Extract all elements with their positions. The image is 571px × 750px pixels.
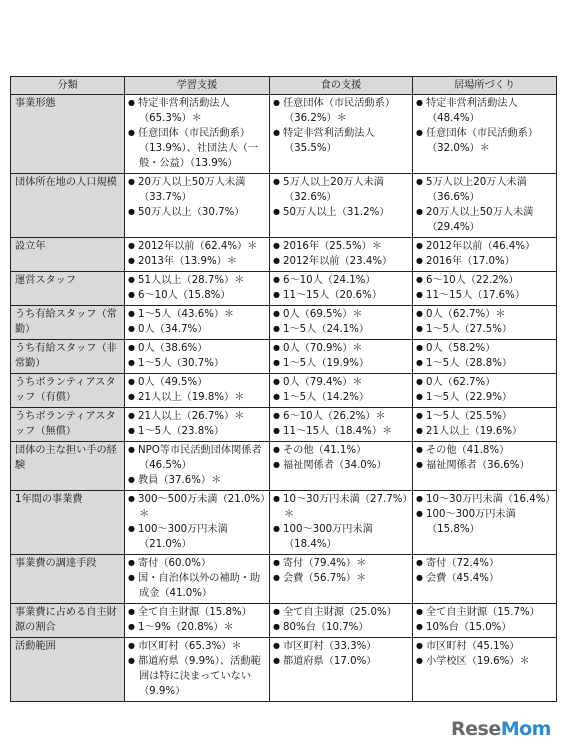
table-cell — [125, 442, 270, 491]
header-category: 分類 — [11, 77, 125, 95]
table-cell — [413, 238, 557, 272]
list-item: ● 10%台（15.0%） — [416, 620, 553, 635]
list-item: ● 1～5人（24.1%） — [273, 322, 409, 337]
list-item: ● 任意団体（市民活動系）（13.9%）、社団法人（一般・公益）（13.9%） — [128, 126, 266, 171]
table-cell — [125, 174, 270, 238]
cell-item-list — [273, 375, 409, 405]
list-item: ● 100～300万円未満（21.0%） — [128, 522, 266, 552]
list-item: ● 2016年（25.5%）＊ — [273, 239, 409, 254]
cell-item-list — [416, 443, 553, 473]
list-item: ● 6～10人（26.2%）＊ — [273, 409, 409, 424]
cell-item-list — [416, 605, 553, 635]
list-item: ● 10～30万円未満（16.4%） — [416, 492, 553, 507]
cell-item-list — [128, 307, 266, 337]
list-item: ● 市区町村（45.1%） — [416, 639, 553, 654]
cell-item-list — [273, 409, 409, 439]
table-cell — [270, 174, 413, 238]
list-item: ● 寄付（60.0%） — [128, 556, 266, 571]
row-label: 運営スタッフ — [11, 272, 125, 306]
list-item: ● 福祉関係者（36.6%） — [416, 458, 553, 473]
list-item: ● 6～10人（15.8%） — [128, 288, 266, 303]
cell-item-list — [416, 175, 553, 235]
cell-item-list — [128, 409, 266, 439]
table-cell — [125, 555, 270, 604]
logo-text-accent: Mom — [500, 718, 551, 740]
list-item: ● 寄付（72.4%） — [416, 556, 553, 571]
list-item: ● 0人（62.7%）＊ — [416, 307, 553, 322]
table-row — [11, 374, 557, 408]
table-cell — [270, 442, 413, 491]
cell-item-list — [416, 239, 553, 269]
table-cell — [270, 238, 413, 272]
list-item: ● 任意団体（市民活動系）（36.2%）＊ — [273, 96, 409, 126]
list-item: ● 都道府県（17.0%） — [273, 654, 409, 669]
list-item: ● 1～5人（22.9%） — [416, 390, 553, 405]
list-item: ● 51人以上（28.7%）＊ — [128, 273, 266, 288]
list-item: ● 11～15人（17.6%） — [416, 288, 553, 303]
cell-item-list — [273, 341, 409, 371]
cell-item-list — [416, 96, 553, 156]
list-item: ● 市区町村（65.3%）＊ — [128, 639, 266, 654]
cell-item-list — [273, 96, 409, 156]
table-cell — [125, 408, 270, 442]
table-row — [11, 604, 557, 638]
list-item: ● 0人（58.2%） — [416, 341, 553, 356]
table-row — [11, 638, 557, 702]
cell-item-list — [273, 492, 409, 552]
cell-item-list — [273, 273, 409, 303]
list-item: ● 11～15人（18.4%）＊ — [273, 424, 409, 439]
cell-item-list — [416, 556, 553, 586]
table-cell — [413, 174, 557, 238]
table-row — [11, 491, 557, 555]
cell-item-list — [416, 639, 553, 669]
list-item: ● 100～300万円未満（15.8%） — [416, 507, 553, 537]
table-cell — [413, 638, 557, 702]
table-cell — [270, 306, 413, 340]
list-item: ● 11～15人（20.6%） — [273, 288, 409, 303]
table-row — [11, 272, 557, 306]
list-item: ● 0人（69.5%）＊ — [273, 307, 409, 322]
table-cell — [125, 491, 270, 555]
table-row — [11, 174, 557, 238]
cell-item-list — [273, 307, 409, 337]
table-cell — [125, 604, 270, 638]
header-food-support: 食の支援 — [270, 77, 413, 95]
list-item: ● 100～300万円未満（18.4%） — [273, 522, 409, 552]
table-cell — [125, 272, 270, 306]
table-cell — [413, 491, 557, 555]
list-item: ● 1～5人（28.8%） — [416, 356, 553, 371]
list-item: ● 国・自治体以外の補助・助成金（41.0%） — [128, 571, 266, 601]
table-cell — [125, 95, 270, 174]
row-label: うち有給スタッフ（非常勤） — [11, 340, 125, 374]
table-row — [11, 238, 557, 272]
cell-item-list — [273, 556, 409, 586]
table-cell — [413, 555, 557, 604]
list-item: ● 小学校区（19.6%）＊ — [416, 654, 553, 669]
cell-item-list — [273, 639, 409, 669]
comparison-table — [10, 76, 557, 702]
cell-item-list — [128, 492, 266, 552]
table-row — [11, 95, 557, 174]
row-label: うち有給スタッフ（常勤） — [11, 306, 125, 340]
list-item: ● 2013年（13.9%）＊ — [128, 254, 266, 269]
list-item: ● 10～30万円未満（27.7%）＊ — [273, 492, 409, 522]
list-item: ● 都道府県（9.9%）、活動範囲は特に決まっていない（9.9%） — [128, 654, 266, 699]
list-item: ● 21人以上（19.8%）＊ — [128, 390, 266, 405]
list-item: ● 1～5人（23.8%） — [128, 424, 266, 439]
table-cell — [413, 272, 557, 306]
list-item: ● 1～5人（14.2%） — [273, 390, 409, 405]
list-item: ● 80%台（10.7%） — [273, 620, 409, 635]
table-cell — [270, 374, 413, 408]
list-item: ● 全て自主財源（15.7%） — [416, 605, 553, 620]
cell-item-list — [416, 409, 553, 439]
list-item: ● 全て自主財源（15.8%） — [128, 605, 266, 620]
cell-item-list — [128, 175, 266, 220]
row-label: うちボランティアスタッフ（有償） — [11, 374, 125, 408]
list-item: ● 2012年以前（23.4%） — [273, 254, 409, 269]
cell-item-list — [128, 556, 266, 601]
list-item: ● 会費（56.7%）＊ — [273, 571, 409, 586]
header-learning-support: 学習支援 — [125, 77, 270, 95]
list-item: ● 寄付（79.4%）＊ — [273, 556, 409, 571]
table-cell — [270, 604, 413, 638]
list-item: ● 0人（62.7%） — [416, 375, 553, 390]
list-item: ● 全て自主財源（25.0%） — [273, 605, 409, 620]
list-item: ● 20万人以上50万人未満（29.4%） — [416, 205, 553, 235]
table-body — [11, 95, 557, 702]
cell-item-list — [128, 375, 266, 405]
list-item: ● 21人以上（26.7%）＊ — [128, 409, 266, 424]
table-cell — [413, 604, 557, 638]
table-cell — [270, 408, 413, 442]
cell-item-list — [128, 443, 266, 488]
cell-item-list — [416, 273, 553, 303]
row-label: 事業費に占める自主財源の割合 — [11, 604, 125, 638]
list-item: ● 教員（37.6%）＊ — [128, 473, 266, 488]
list-item: ● 1～5人（30.7%） — [128, 356, 266, 371]
logo-text-main: Rese — [451, 718, 501, 740]
table-cell — [125, 374, 270, 408]
resemom-logo — [451, 716, 563, 742]
cell-item-list — [128, 341, 266, 371]
table-cell — [270, 491, 413, 555]
list-item: ● その他（41.1%） — [273, 443, 409, 458]
list-item: ● 特定非営利活動法人（65.3%）＊ — [128, 96, 266, 126]
cell-item-list — [273, 239, 409, 269]
list-item: ● 0人（79.4%）＊ — [273, 375, 409, 390]
table-cell — [413, 340, 557, 374]
row-label: 設立年 — [11, 238, 125, 272]
cell-item-list — [128, 639, 266, 699]
cell-item-list — [416, 375, 553, 405]
cell-item-list — [128, 605, 266, 635]
table-row — [11, 306, 557, 340]
table-row — [11, 442, 557, 491]
table-cell — [125, 306, 270, 340]
list-item: ● 21人以上（19.6%） — [416, 424, 553, 439]
table-row — [11, 340, 557, 374]
table-cell — [413, 306, 557, 340]
list-item: ● 5万人以上20万人未満（32.6%） — [273, 175, 409, 205]
list-item: ● 会費（45.4%） — [416, 571, 553, 586]
table-cell — [270, 638, 413, 702]
cell-item-list — [128, 96, 266, 171]
table-cell — [270, 340, 413, 374]
list-item: ● 0人（38.6%） — [128, 341, 266, 356]
cell-item-list — [273, 175, 409, 220]
table-row — [11, 555, 557, 604]
header-row — [11, 77, 557, 95]
list-item: ● 1～5人（25.5%） — [416, 409, 553, 424]
list-item: ● 市区町村（33.3%） — [273, 639, 409, 654]
table-cell — [270, 95, 413, 174]
cell-item-list — [416, 492, 556, 537]
list-item: ● 1～5人（43.6%）＊ — [128, 307, 266, 322]
list-item: ● 20万人以上50万人未満（33.7%） — [128, 175, 266, 205]
list-item: ● 6～10人（24.1%） — [273, 273, 409, 288]
list-item: ● 2016年（17.0%） — [416, 254, 553, 269]
list-item: ● 1～5人（27.5%） — [416, 322, 553, 337]
list-item: ● 5万人以上20万人未満（36.6%） — [416, 175, 553, 205]
list-item: ● 1～9%（20.8%）＊ — [128, 620, 266, 635]
list-item: ● 任意団体（市民活動系）（32.0%）＊ — [416, 126, 553, 156]
list-item: ● 1～5人（19.9%） — [273, 356, 409, 371]
cell-item-list — [128, 273, 266, 303]
table-cell — [125, 340, 270, 374]
list-item: ● 特定非営利活動法人（35.5%） — [273, 126, 409, 156]
list-item: ● NPO等市民活動団体関係者（46.5%） — [128, 443, 266, 473]
table-cell — [270, 272, 413, 306]
list-item: ● 福祉関係者（34.0%） — [273, 458, 409, 473]
row-label: 団体の主な担い手の経験 — [11, 442, 125, 491]
table-cell — [413, 408, 557, 442]
table-cell — [125, 638, 270, 702]
cell-item-list — [128, 239, 266, 269]
table-cell — [413, 442, 557, 491]
list-item: ● 0人（70.9%）＊ — [273, 341, 409, 356]
row-label: 事業費の調達手段 — [11, 555, 125, 604]
row-label: うちボランティアスタッフ（無償） — [11, 408, 125, 442]
list-item: ● 50万人以上（31.2%） — [273, 205, 409, 220]
table-cell — [413, 374, 557, 408]
list-item: ● 0人（34.7%） — [128, 322, 266, 337]
list-item: ● 6～10人（22.2%） — [416, 273, 553, 288]
table-row — [11, 408, 557, 442]
table-cell — [125, 238, 270, 272]
cell-item-list — [416, 307, 553, 337]
list-item: ● その他（41.8%） — [416, 443, 553, 458]
row-label: 1年間の事業費 — [11, 491, 125, 555]
list-item: ● 特定非営利活動法人（48.4%） — [416, 96, 553, 126]
cell-item-list — [273, 443, 409, 473]
list-item: ● 300～500万未満（21.0%）＊ — [128, 492, 266, 522]
list-item: ● 50万人以上（30.7%） — [128, 205, 266, 220]
row-label: 団体所在地の人口規模 — [11, 174, 125, 238]
cell-item-list — [416, 341, 553, 371]
list-item: ● 0人（49.5%） — [128, 375, 266, 390]
list-item: ● 2012年以前（62.4%）＊ — [128, 239, 266, 254]
row-label: 事業形態 — [11, 95, 125, 174]
table-cell — [270, 555, 413, 604]
row-label: 活動範囲 — [11, 638, 125, 702]
header-place-making: 居場所づくり — [413, 77, 557, 95]
table-cell — [413, 95, 557, 174]
list-item: ● 2012年以前（46.4%） — [416, 239, 553, 254]
cell-item-list — [273, 605, 409, 635]
